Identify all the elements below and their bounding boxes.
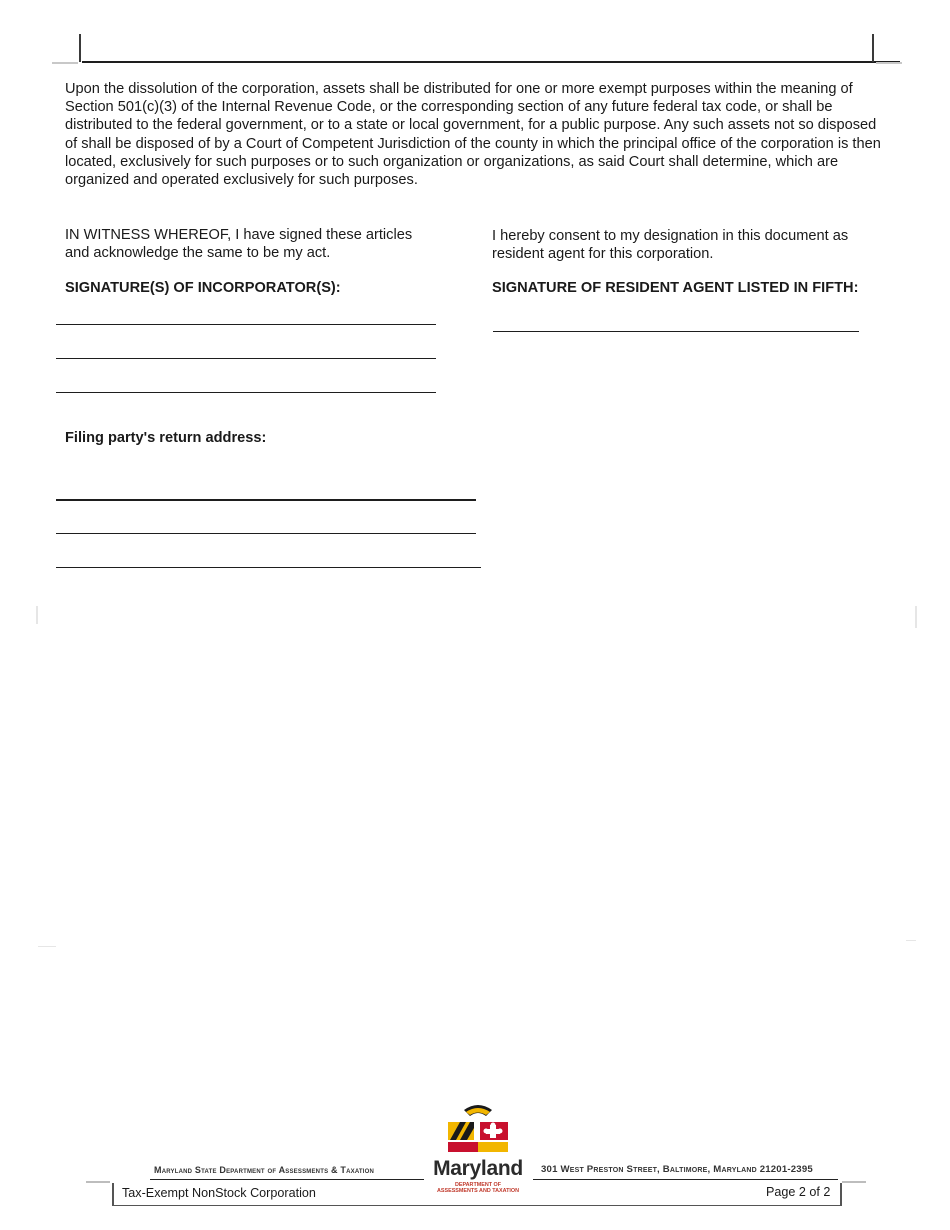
- witness-line-2: and acknowledge the same to be my act.: [65, 245, 331, 261]
- incorporator-signature-line-1[interactable]: [56, 324, 436, 325]
- return-address-line-1[interactable]: [56, 499, 476, 501]
- footer-form-name: Tax-Exempt NonStock Corporation: [122, 1186, 316, 1200]
- consent-statement: [492, 227, 912, 263]
- header-tick-left: [79, 34, 81, 62]
- scan-mark-right: [915, 606, 917, 628]
- header-rule: [82, 61, 900, 63]
- incorporator-signature-line-2[interactable]: [56, 358, 436, 359]
- resident-agent-signature-line[interactable]: [493, 331, 859, 332]
- dissolution-paragraph: Upon the dissolution of the corporation, assets shall be distributed for one or more exempt purposes within the meaning of Section 501(c)(3) of the Internal Revenue Code, or the corresponding section of any future federal tax code, or shall be distributed to the federal government, or to a state or local government, for a public purpose. Any such assets not so disposed of shall be disposed of by a Court of Competent Jurisdiction of the county in which the principal office of the corporation is then located, exclusively for such purposes or to such organization or organizations, as said Court shall determine, which are organized and operated exclusively for such purposes.: [65, 81, 881, 189]
- header-tick-right: [872, 34, 874, 62]
- footer-agency-name: Maryland State Department of Assessments & Taxation: [154, 1165, 375, 1175]
- header-shadow-right: [876, 62, 902, 64]
- footer-shadow-right: [842, 1181, 866, 1183]
- scan-mark-left: [36, 606, 38, 624]
- footer-page-label: Page 2 of 2: [766, 1185, 831, 1199]
- return-address-line-3[interactable]: [56, 567, 481, 568]
- footer-agency-address: 301 West Preston Street, Baltimore, Maryland 21201-2395: [541, 1164, 813, 1175]
- incorporator-signature-heading: SIGNATURE(S) OF INCORPORATOR(S):: [65, 280, 341, 296]
- footer-logo-wordmark: Maryland: [433, 1157, 523, 1180]
- footer-box-bottom-rule: [112, 1205, 842, 1206]
- return-address-heading: Filing party's return address:: [65, 430, 267, 446]
- consent-line-1: I hereby consent to my designation in this document as: [492, 228, 849, 244]
- resident-agent-signature-heading: SIGNATURE OF RESIDENT AGENT LISTED IN FIFTH:: [492, 280, 859, 296]
- consent-line-2: resident agent for this corporation.: [492, 246, 714, 262]
- witness-line-1: IN WITNESS WHEREOF, I have signed these articles: [65, 227, 413, 243]
- scan-mark-right-lower: [906, 940, 916, 941]
- footer-rule-left: [150, 1179, 424, 1180]
- footer-rule-right: [533, 1179, 838, 1180]
- maryland-flag-icon: [446, 1102, 510, 1158]
- logo-sub-line-1: DEPARTMENT OF: [454, 1182, 502, 1188]
- incorporator-signature-line-3[interactable]: [56, 392, 436, 393]
- witness-statement: [65, 226, 465, 262]
- scan-mark-left-lower: [38, 946, 56, 947]
- footer-shadow-left: [86, 1181, 110, 1183]
- return-address-line-2[interactable]: [56, 533, 476, 534]
- logo-sub-line-2: ASSESSMENTS AND TAXATION: [437, 1188, 519, 1194]
- header-shadow-left: [52, 62, 78, 64]
